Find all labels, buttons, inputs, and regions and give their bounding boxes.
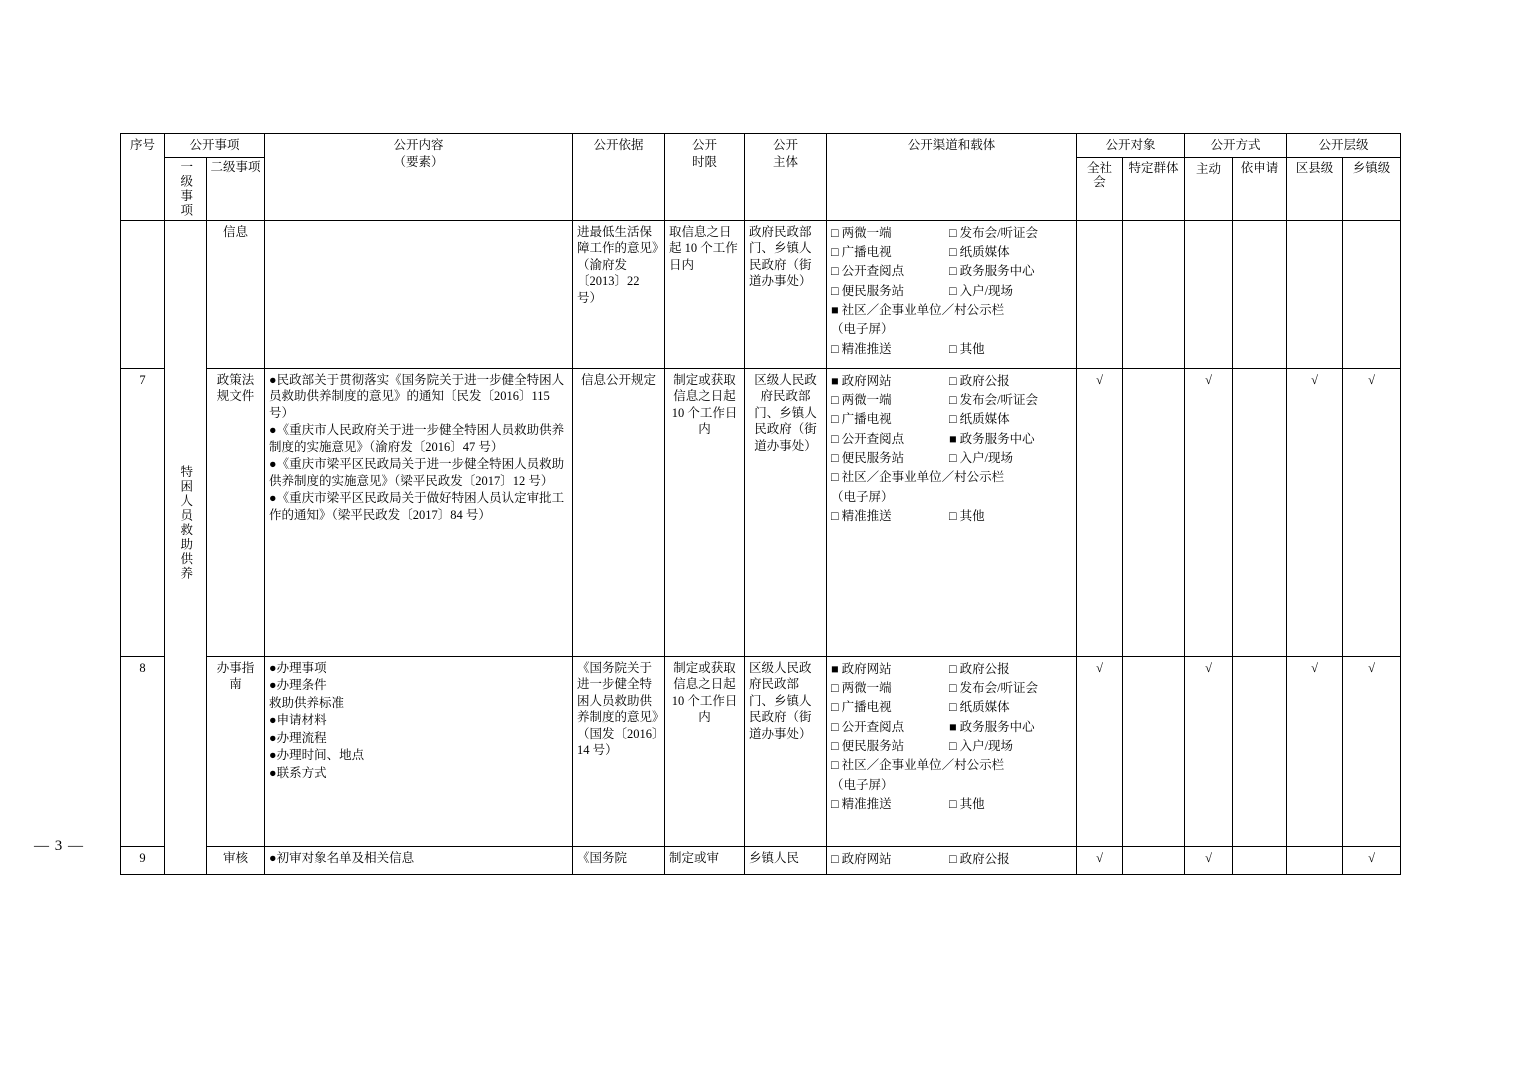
cell-method-request — [1233, 220, 1287, 368]
cell-method-request — [1233, 656, 1287, 846]
cell-method-active — [1185, 220, 1233, 368]
content-item: ●民政部关于贯彻落实《国务院关于进一步健全特困人员救助供养制度的意见》的通知〔民发〔2016〕115 号） — [269, 372, 565, 420]
header-basis: 公开依据 — [573, 134, 665, 221]
channel-option-paper-media[interactable]: □ 纸质媒体 — [949, 698, 1072, 717]
disclosure-table — [120, 133, 1401, 875]
header-method-request: 依申请 — [1233, 157, 1287, 220]
header-timeline-line1: 公开 — [692, 138, 718, 152]
cell-level-district — [1287, 220, 1343, 368]
table-row — [121, 656, 1401, 846]
cell-level2-label: 办事指南 — [216, 660, 255, 691]
header-subject — [745, 134, 827, 221]
channel-option-two-micro[interactable]: □ 两微一端 — [831, 679, 949, 698]
channel-option-gov-gazette[interactable]: □ 政府公报 — [949, 372, 1072, 391]
channel-column-right — [949, 372, 1072, 469]
channel-option-convenience-station[interactable]: □ 便民服务站 — [831, 737, 949, 756]
channel-columns — [831, 660, 1072, 757]
cell-level-town: √ — [1343, 368, 1401, 656]
cell-channels — [827, 220, 1077, 368]
channel-option-precise-push[interactable]: □ 精准推送 — [831, 795, 949, 814]
cell-level2 — [207, 656, 265, 846]
channel-option-community-board-line2: （电子屏） — [831, 322, 894, 337]
page-number: — 3 — — [34, 838, 84, 854]
cell-basis: 进最低生活保障工作的意见》（渝府发〔2013〕22 号） — [573, 220, 665, 368]
header-level-group: 公开层级 — [1287, 134, 1401, 158]
channel-columns-last — [831, 340, 1072, 359]
cell-level-district: √ — [1287, 656, 1343, 846]
header-level1 — [165, 157, 207, 220]
header-method-active: 主动 — [1185, 157, 1233, 220]
header-method-group: 公开方式 — [1185, 134, 1287, 158]
channel-option-gov-gazette[interactable]: □ 政府公报 — [949, 850, 1072, 869]
content-item: ●申请材料 — [269, 713, 327, 727]
content-item: ●《重庆市梁平区民政局关于进一步健全特困人员救助供养制度的实施意见》（梁平民政发〔2017〕12 号） — [269, 457, 565, 488]
cell-seq: 8 — [121, 656, 165, 846]
cell-basis: 信息公开规定 — [573, 368, 665, 656]
cell-audience-specific — [1123, 220, 1185, 368]
table-header-row-1 — [121, 134, 1401, 158]
channel-option-gov-website[interactable]: ■ 政府网站 — [831, 660, 949, 679]
channel-option-precise-push[interactable]: □ 精准推送 — [831, 507, 949, 526]
cell-content — [265, 368, 573, 656]
header-audience-group: 公开对象 — [1077, 134, 1185, 158]
cell-basis: 《国务院 — [573, 846, 665, 874]
channel-option-convenience-station[interactable]: □ 便民服务站 — [831, 449, 949, 468]
content-item: ●联系方式 — [269, 765, 327, 780]
table-row — [121, 846, 1401, 874]
channel-option-community-board-line1: □ 社区／企事业单位／村公示栏 — [831, 756, 1072, 775]
header-content-line1: 公开内容 — [393, 138, 444, 152]
cell-method-request — [1233, 368, 1287, 656]
header-content — [265, 134, 573, 221]
content-item: ●初审对象名单及相关信息 — [269, 850, 415, 865]
channel-option-broadcast-tv[interactable]: □ 广播电视 — [831, 698, 949, 717]
header-open-items-group: 公开事项 — [165, 134, 265, 158]
channel-option-press-conf[interactable]: □ 发布会/听证会 — [949, 224, 1072, 243]
channel-columns-last — [831, 795, 1072, 814]
channel-option-door-to-door[interactable]: □ 入户/现场 — [949, 449, 1072, 468]
channel-option-community-board-line2: （电子屏） — [831, 489, 894, 504]
cell-subject: 区级人民政府民政部门、乡镇人民政府（街道办事处） — [745, 368, 827, 656]
channel-columns-last — [831, 507, 1072, 526]
cell-audience-specific — [1123, 846, 1185, 874]
header-timeline-line2: 时限 — [692, 154, 718, 169]
channel-option-door-to-door[interactable]: □ 入户/现场 — [949, 737, 1072, 756]
channel-column-left-last — [831, 340, 949, 359]
cell-subject: 区级人民政府民政部门、乡镇人民政府（街道办事处） — [745, 656, 827, 846]
cell-level-district — [1287, 846, 1343, 874]
channel-column-right — [949, 850, 1072, 869]
channel-option-press-conf[interactable]: □ 发布会/听证会 — [949, 679, 1072, 698]
channel-option-press-conf[interactable]: □ 发布会/听证会 — [949, 391, 1072, 410]
header-level-district: 区县级 — [1287, 157, 1343, 220]
channel-option-community-board[interactable] — [831, 756, 1072, 795]
channel-option-gov-service-center[interactable]: ■ 政务服务中心 — [949, 718, 1072, 737]
channel-columns — [831, 372, 1072, 469]
cell-audience-all — [1077, 220, 1123, 368]
cell-level2-label: 政策法规文件 — [216, 372, 255, 403]
cell-method-active: √ — [1185, 656, 1233, 846]
cell-audience-specific — [1123, 656, 1185, 846]
cell-seq: 9 — [121, 846, 165, 874]
header-subject-line2: 主体 — [773, 154, 799, 169]
channel-option-community-board-line1: ■ 社区／企事业单位／村公示栏 — [831, 301, 1072, 320]
channel-option-community-board-line2: （电子屏） — [831, 777, 894, 792]
cell-subject: 乡镇人民 — [745, 846, 827, 874]
cell-content — [265, 846, 573, 874]
channel-option-broadcast-tv[interactable]: □ 广播电视 — [831, 410, 949, 429]
cell-timeline: 制定或审 — [665, 846, 745, 874]
channel-column-right-last — [949, 507, 1072, 526]
channel-column-left — [831, 850, 949, 869]
channel-option-gov-service-center[interactable]: ■ 政务服务中心 — [949, 430, 1072, 449]
header-level-town: 乡镇级 — [1343, 157, 1401, 220]
channel-column-right-last — [949, 340, 1072, 359]
channel-option-door-to-door[interactable]: □ 入户/现场 — [949, 282, 1072, 301]
channel-column-right — [949, 660, 1072, 757]
cell-level2: 信息 — [207, 220, 265, 368]
channel-option-other[interactable]: □ 其他 — [949, 507, 1072, 526]
channel-option-precise-push[interactable]: □ 精准推送 — [831, 340, 949, 359]
cell-level1 — [165, 220, 207, 874]
cell-method-request — [1233, 846, 1287, 874]
cell-timeline: 取信息之日起 10 个工作日内 — [665, 220, 745, 368]
cell-channels — [827, 846, 1077, 874]
cell-audience-all: √ — [1077, 368, 1123, 656]
content-item: ●办理条件 — [269, 678, 327, 692]
cell-channels — [827, 656, 1077, 846]
cell-audience-specific — [1123, 368, 1185, 656]
cell-basis: 《国务院关于进一步健全特困人员救助供养制度的意见》（国发〔2016〕14 号） — [573, 656, 665, 846]
channel-option-paper-media[interactable]: □ 纸质媒体 — [949, 243, 1072, 262]
channel-option-public-reading[interactable]: □ 公开查阅点 — [831, 262, 949, 281]
channel-column-left — [831, 224, 949, 302]
header-channel: 公开渠道和载体 — [827, 134, 1077, 221]
cell-audience-all: √ — [1077, 656, 1123, 846]
header-level1-label: 一级事项 — [178, 159, 193, 218]
channel-column-left-last — [831, 795, 949, 814]
channel-column-left — [831, 660, 949, 757]
header-subject-line1: 公开 — [773, 138, 799, 152]
cell-subject: 政府民政部门、乡镇人民政府（街道办事处） — [745, 220, 827, 368]
content-item: ●《重庆市人民政府关于进一步健全特困人员救助供养制度的实施意见》（渝府发〔2016〕47 号） — [269, 423, 565, 454]
cell-channels — [827, 368, 1077, 656]
cell-method-active: √ — [1185, 846, 1233, 874]
header-audience-specific: 特定群体 — [1123, 157, 1185, 220]
channel-option-public-reading[interactable]: □ 公开查阅点 — [831, 430, 949, 449]
header-seq: 序号 — [121, 134, 165, 221]
channel-column-right-last — [949, 795, 1072, 814]
header-level2-label: 二级事项 — [210, 159, 261, 174]
channel-option-gov-website[interactable]: □ 政府网站 — [831, 850, 949, 869]
cell-level-town — [1343, 220, 1401, 368]
content-item: ●办理流程 — [269, 730, 327, 745]
header-level2 — [207, 157, 265, 220]
cell-content — [265, 656, 573, 846]
channel-option-other[interactable]: □ 其他 — [949, 340, 1072, 359]
cell-timeline: 制定或获取信息之日起 10 个工作日内 — [665, 656, 745, 846]
cell-seq: 7 — [121, 368, 165, 656]
content-item: 救助供养标准 — [269, 695, 345, 710]
header-timeline — [665, 134, 745, 221]
content-item: ●办理时间、地点 — [269, 748, 365, 762]
content-item: ●《重庆市梁平区民政局关于做好特困人员认定审批工作的通知》（梁平民政发〔2017〕84 号） — [269, 491, 565, 522]
channel-option-gov-service-center[interactable]: □ 政务服务中心 — [949, 262, 1072, 281]
channel-option-community-board[interactable] — [831, 301, 1072, 340]
channel-column-left — [831, 372, 949, 469]
table-row — [121, 368, 1401, 656]
cell-level-town: √ — [1343, 656, 1401, 846]
channel-option-other[interactable]: □ 其他 — [949, 795, 1072, 814]
cell-level2 — [207, 368, 265, 656]
channel-column-left-last — [831, 507, 949, 526]
cell-level2: 审核 — [207, 846, 265, 874]
table-row — [121, 220, 1401, 368]
channel-option-convenience-station[interactable]: □ 便民服务站 — [831, 282, 949, 301]
cell-method-active: √ — [1185, 368, 1233, 656]
channel-option-community-board-line1: □ 社区／企事业单位／村公示栏 — [831, 468, 1072, 487]
cell-level-town: √ — [1343, 846, 1401, 874]
cell-seq — [121, 220, 165, 368]
channel-column-right — [949, 224, 1072, 302]
channel-option-two-micro[interactable]: □ 两微一端 — [831, 224, 949, 243]
channel-columns — [831, 850, 1072, 869]
channel-option-gov-gazette[interactable]: □ 政府公报 — [949, 660, 1072, 679]
cell-audience-all: √ — [1077, 846, 1123, 874]
cell-level1-label: 特困人员救助供养 — [178, 464, 193, 581]
channel-option-gov-website[interactable]: ■ 政府网站 — [831, 372, 949, 391]
channel-option-community-board[interactable] — [831, 468, 1072, 507]
header-audience-all: 全社会 — [1077, 157, 1123, 220]
channel-columns — [831, 224, 1072, 302]
channel-option-public-reading[interactable]: □ 公开查阅点 — [831, 718, 949, 737]
header-content-line2: （要素） — [393, 154, 444, 169]
channel-option-paper-media[interactable]: □ 纸质媒体 — [949, 410, 1072, 429]
channel-option-two-micro[interactable]: □ 两微一端 — [831, 391, 949, 410]
channel-option-broadcast-tv[interactable]: □ 广播电视 — [831, 243, 949, 262]
cell-timeline: 制定或获取信息之日起 10 个工作日内 — [665, 368, 745, 656]
content-item: ●办理事项 — [269, 660, 327, 675]
cell-content — [265, 220, 573, 368]
cell-level-district: √ — [1287, 368, 1343, 656]
